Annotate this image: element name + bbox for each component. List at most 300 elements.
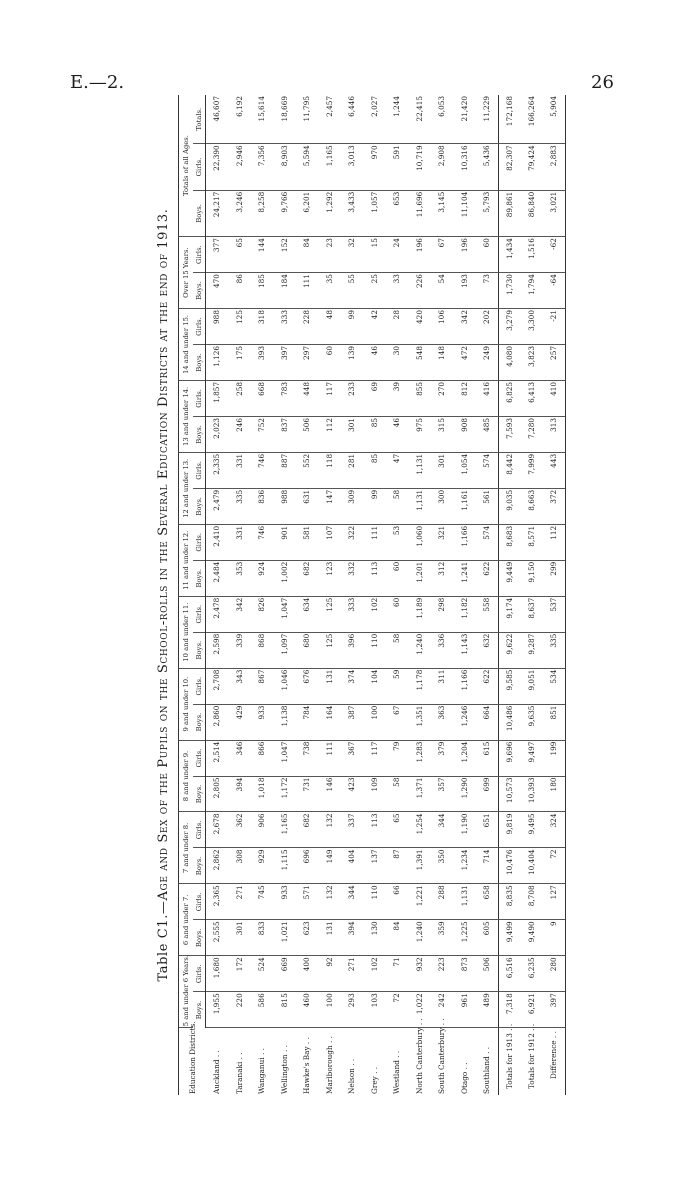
cell-value: 166,264 (521, 95, 544, 144)
district-label: Westland (392, 1060, 402, 1094)
cell-value: 815 (273, 992, 296, 1028)
header-education-districts: Education Districts. (179, 1028, 206, 1095)
cell-value: 125 (228, 309, 251, 345)
district-name (341, 1028, 364, 1095)
header-boys: Boys. (193, 632, 206, 668)
cell-value: 9,819 (498, 812, 521, 848)
header-girls: Girls. (193, 452, 206, 488)
cell-value: 1,178 (408, 668, 431, 704)
cell-value: 506 (296, 416, 319, 452)
cell-value: 699 (476, 776, 499, 812)
cell-value: 109 (363, 776, 386, 812)
cell-value: 961 (453, 992, 476, 1028)
cell-value: 1,131 (453, 884, 476, 920)
row-southland (476, 95, 499, 1095)
district-name (318, 1028, 341, 1095)
header-girls: Girls. (193, 812, 206, 848)
cell-value: 653 (386, 190, 409, 236)
cell-value: 2,678 (206, 812, 229, 848)
cell-value: 9,622 (498, 632, 521, 668)
cell-value: 60 (476, 237, 499, 273)
district-name (296, 1028, 319, 1095)
cell-value: 396 (341, 632, 364, 668)
cell-value: 6,201 (296, 190, 319, 236)
cell-value: 1,240 (408, 632, 431, 668)
cell-value: 558 (476, 596, 499, 632)
cell-value: 71 (386, 956, 409, 992)
cell-value: 193 (453, 273, 476, 309)
cell-value: 362 (228, 812, 251, 848)
cell-value: 92 (318, 956, 341, 992)
cell-value: 8,683 (498, 524, 521, 560)
cell-value: 332 (341, 560, 364, 596)
cell-value: 387 (341, 704, 364, 740)
district-label: Nelson (347, 1068, 357, 1094)
district-label: South Canterbury (437, 1027, 447, 1094)
cell-value: 746 (251, 524, 274, 560)
cell-value: 21,420 (453, 95, 476, 144)
cell-value: 1,371 (408, 776, 431, 812)
cell-value: 1,143 (453, 632, 476, 668)
cell-value: 1,190 (453, 812, 476, 848)
cell-value: 331 (228, 524, 251, 560)
leader-dots: . . (347, 1058, 357, 1069)
cell-value: 6,413 (521, 380, 544, 416)
cell-value: 2,555 (206, 920, 229, 956)
cell-value: 67 (386, 704, 409, 740)
cell-value: 669 (273, 956, 296, 992)
cell-value: 8,571 (521, 524, 544, 560)
cell-value: 9,150 (521, 560, 544, 596)
leader-dots: . . (481, 1046, 491, 1057)
cell-value: 9,051 (521, 668, 544, 704)
cell-value: 664 (476, 704, 499, 740)
cell-value: 1,516 (521, 237, 544, 273)
cell-value: 196 (408, 237, 431, 273)
cell-value: 9,585 (498, 668, 521, 704)
cell-value: 246 (228, 416, 251, 452)
cell-value: 10,476 (498, 848, 521, 884)
cell-value: 223 (431, 956, 454, 992)
cell-value: 3,246 (228, 190, 251, 236)
district-label: Totals for 1913 (504, 1033, 514, 1089)
header-girls: Girls. (193, 740, 206, 776)
cell-value: 534 (543, 668, 566, 704)
header-girls: Girls. (193, 309, 206, 345)
cell-value: 288 (431, 884, 454, 920)
cell-value: 631 (296, 488, 319, 524)
cell-value: 932 (408, 956, 431, 992)
district-name (543, 1028, 566, 1095)
cell-value: 100 (318, 992, 341, 1028)
cell-value: 420 (408, 309, 431, 345)
district-label: Difference (549, 1040, 559, 1079)
cell-value: 32 (341, 237, 364, 273)
cell-value: 1,391 (408, 848, 431, 884)
cell-value: 335 (543, 632, 566, 668)
cell-value: 196 (453, 237, 476, 273)
cell-value: 7,318 (498, 992, 521, 1028)
district-name (251, 1028, 274, 1095)
cell-value: 23 (318, 237, 341, 273)
cell-value: 6,825 (498, 380, 521, 416)
cell-value: 22,390 (206, 144, 229, 190)
district-label: Southland (481, 1056, 491, 1094)
cell-value: 185 (251, 273, 274, 309)
cell-value: 336 (431, 632, 454, 668)
cell-value: 104 (363, 668, 386, 704)
district-label: Taranaki (234, 1061, 244, 1094)
cell-value: 111 (363, 524, 386, 560)
header-boys: Boys. (193, 560, 206, 596)
cell-value: 85 (363, 452, 386, 488)
cell-value: 113 (363, 560, 386, 596)
cell-value: 281 (341, 452, 364, 488)
cell-value: 9 (543, 920, 566, 956)
cell-value: 2,598 (206, 632, 229, 668)
cell-value: 404 (341, 848, 364, 884)
cell-value: 112 (543, 524, 566, 560)
leader-dots: . . (234, 1052, 244, 1062)
district-name (228, 1028, 251, 1095)
cell-value: 668 (251, 380, 274, 416)
cell-value: 180 (543, 776, 566, 812)
cell-value: 1,097 (273, 632, 296, 668)
cell-value: 1,161 (453, 488, 476, 524)
cell-value: 682 (296, 812, 319, 848)
cell-value: 1,794 (521, 273, 544, 309)
cell-value: 6,192 (228, 95, 251, 144)
cell-value: 337 (341, 812, 364, 848)
header-group-totals-of-all-ages: Totals of all Ages. (179, 95, 194, 237)
header-girls: Girls. (193, 144, 206, 190)
cell-value: 908 (453, 416, 476, 452)
cell-value: 537 (543, 596, 566, 632)
district-label: Hawke's Bay (302, 1046, 312, 1094)
cell-value: 33 (386, 273, 409, 309)
cell-value: 7,999 (521, 452, 544, 488)
cell-value: 344 (431, 812, 454, 848)
cell-value: 69 (363, 380, 386, 416)
cell-value: 60 (386, 596, 409, 632)
header-boys: Boys. (193, 488, 206, 524)
cell-value: 470 (206, 273, 229, 309)
cell-value: 746 (251, 452, 274, 488)
cell-value: 8,442 (498, 452, 521, 488)
cell-value: 867 (251, 668, 274, 704)
header-group-6-and-under-7: 6 and under 7. (179, 884, 194, 956)
cell-value: 887 (273, 452, 296, 488)
cell-value: 147 (318, 488, 341, 524)
cell-value: 833 (251, 920, 274, 956)
cell-value: 7,280 (521, 416, 544, 452)
cell-value: 10,573 (498, 776, 521, 812)
header-group-7-and-under-8: 7 and under 8. (179, 812, 194, 884)
cell-value: 1,021 (273, 920, 296, 956)
cell-value: 397 (273, 345, 296, 381)
cell-value: 112 (318, 416, 341, 452)
cell-value: 6,235 (521, 956, 544, 992)
header-group-8-and-under-9: 8 and under 9. (179, 740, 194, 812)
table-title-text: Age and Sex of the Pupils on the School-rolls in the Several Education Districts at the end of 1913. (156, 208, 171, 901)
leader-dots: . . (212, 1050, 222, 1060)
cell-value: 339 (228, 632, 251, 668)
cell-value: 72 (543, 848, 566, 884)
district-label: Auckland (212, 1059, 222, 1094)
cell-value: 696 (296, 848, 319, 884)
row-wellington (273, 95, 296, 1095)
cell-value: 35 (318, 273, 341, 309)
cell-value: 783 (273, 380, 296, 416)
header-boys: Boys. (193, 920, 206, 956)
district-name (431, 1018, 454, 1095)
cell-value: 1,054 (453, 452, 476, 488)
cell-value: 175 (228, 345, 251, 381)
cell-value: 10,316 (453, 144, 476, 190)
cell-value: 297 (296, 345, 319, 381)
cell-value: 1,254 (408, 812, 431, 848)
cell-value: 46,607 (206, 95, 229, 144)
cell-value: 318 (251, 309, 274, 345)
cell-value: 199 (543, 740, 566, 776)
leader-dots: . . (437, 1018, 447, 1028)
leader-dots: . . (257, 1048, 267, 1058)
cell-value: 4,080 (498, 345, 521, 381)
cell-value: 125 (318, 596, 341, 632)
cell-value: 377 (206, 237, 229, 273)
cell-value: 271 (228, 884, 251, 920)
cell-value: 1,201 (408, 560, 431, 596)
cell-value: 24,217 (206, 190, 229, 236)
cell-value: 812 (453, 380, 476, 416)
header-group-13-and-under-14: 13 and under 14. (179, 380, 194, 452)
cell-value: 298 (431, 596, 454, 632)
cell-value: 1,292 (318, 190, 341, 236)
cell-value: 10,486 (498, 704, 521, 740)
district-name (498, 1023, 521, 1095)
cell-value: 130 (363, 920, 386, 956)
row-westland (386, 95, 409, 1095)
cell-value: 731 (296, 776, 319, 812)
cell-value: 1,018 (251, 776, 274, 812)
cell-value: 148 (431, 345, 454, 381)
cell-value: 117 (318, 380, 341, 416)
cell-value: 615 (476, 740, 499, 776)
header-girls: Girls. (193, 237, 206, 273)
row-south-canterbury (431, 95, 454, 1095)
cell-value: 24 (386, 237, 409, 273)
cell-value: 9,287 (521, 632, 544, 668)
cell-value: -21 (543, 309, 566, 345)
row-wanganui (251, 95, 274, 1095)
cell-value: 301 (431, 452, 454, 488)
cell-value: 6,516 (498, 956, 521, 992)
cell-value: 6,446 (341, 95, 364, 144)
cell-value: 342 (453, 309, 476, 345)
cell-value: 933 (273, 884, 296, 920)
cell-value: 335 (228, 488, 251, 524)
cell-value: 1,730 (498, 273, 521, 309)
cell-value: 2,484 (206, 560, 229, 596)
leader-dots: . . (414, 1018, 424, 1028)
cell-value: 3,433 (341, 190, 364, 236)
cell-value: 99 (341, 309, 364, 345)
cell-value: 9,035 (498, 488, 521, 524)
cell-value: 118 (318, 452, 341, 488)
cell-value: 472 (453, 345, 476, 381)
header-girls: Girls. (193, 596, 206, 632)
cell-value: -64 (543, 273, 566, 309)
cell-value: 331 (228, 452, 251, 488)
rotated-table-block (150, 95, 610, 1095)
cell-value: 59 (386, 668, 409, 704)
cell-value: 2,365 (206, 884, 229, 920)
cell-value: 1,241 (453, 560, 476, 596)
cell-value: 311 (431, 668, 454, 704)
cell-value: 873 (453, 956, 476, 992)
cell-value: 1,221 (408, 884, 431, 920)
cell-value: 1,234 (453, 848, 476, 884)
header-group-11-and-under-12: 11 and under 12. (179, 524, 194, 596)
cell-value: 1,290 (453, 776, 476, 812)
cell-value: 901 (273, 524, 296, 560)
cell-value: 72 (386, 992, 409, 1028)
cell-value: 524 (251, 956, 274, 992)
header-group-over-15-years: Over 15 Years. (179, 237, 194, 309)
cell-value: 3,823 (521, 345, 544, 381)
cell-value: 1,244 (386, 95, 409, 144)
header-girls: Girls. (193, 668, 206, 704)
cell-value: 1,046 (273, 668, 296, 704)
district-label: Otago (459, 1071, 469, 1094)
cell-value: 574 (476, 452, 499, 488)
header-boys: Boys. (193, 345, 206, 381)
cell-value: 67 (431, 237, 454, 273)
row-marlborough (318, 95, 341, 1095)
cell-value: 682 (296, 560, 319, 596)
district-label: Totals for 1912 (527, 1033, 537, 1089)
cell-value: 308 (228, 848, 251, 884)
district-name (273, 1028, 296, 1095)
cell-value: 202 (476, 309, 499, 345)
cell-value: 6,053 (431, 95, 454, 144)
cell-value: 342 (228, 596, 251, 632)
cell-value: 1,047 (273, 740, 296, 776)
row-grey (363, 95, 386, 1095)
cell-value: 2,027 (363, 95, 386, 144)
cell-value: 60 (386, 560, 409, 596)
cell-value: 634 (296, 596, 319, 632)
cell-value: 1,189 (408, 596, 431, 632)
cell-value: 866 (251, 740, 274, 776)
cell-value: 10,404 (521, 848, 544, 884)
cell-value: 489 (476, 992, 499, 1028)
cell-value: 2,478 (206, 596, 229, 632)
district-name (363, 1028, 386, 1095)
cell-value: 42 (363, 309, 386, 345)
cell-value: 79,424 (521, 144, 544, 190)
cell-value: 242 (431, 992, 454, 1028)
cell-value: 125 (318, 632, 341, 668)
cell-value: 106 (431, 309, 454, 345)
cell-value: 397 (543, 992, 566, 1028)
cell-value: 350 (431, 848, 454, 884)
cell-value: 9,499 (498, 920, 521, 956)
district-name (476, 1028, 499, 1095)
cell-value: 5,594 (296, 144, 319, 190)
age-sex-table (178, 95, 566, 1095)
cell-value: 226 (408, 273, 431, 309)
cell-value: 300 (431, 488, 454, 524)
cell-value: 1,172 (273, 776, 296, 812)
cell-value: 8,708 (521, 884, 544, 920)
cell-value: 58 (386, 632, 409, 668)
cell-value: 15 (363, 237, 386, 273)
cell-value: 9,696 (498, 740, 521, 776)
cell-value: 11,795 (296, 95, 319, 144)
cell-value: 2,860 (206, 704, 229, 740)
cell-value: 552 (296, 452, 319, 488)
cell-value: 651 (476, 812, 499, 848)
cell-value: 1,240 (408, 920, 431, 956)
cell-value: 5,436 (476, 144, 499, 190)
cell-value: 9,449 (498, 560, 521, 596)
cell-value: 65 (228, 237, 251, 273)
cell-value: 5,904 (543, 95, 566, 144)
cell-value: 1,955 (206, 992, 229, 1028)
cell-value: 2,805 (206, 776, 229, 812)
cell-value: 367 (341, 740, 364, 776)
cell-value: 1,060 (408, 524, 431, 560)
cell-value: 258 (228, 380, 251, 416)
cell-value: 60 (318, 345, 341, 381)
cell-value: 117 (363, 740, 386, 776)
cell-value: 836 (251, 488, 274, 524)
cell-value: 359 (431, 920, 454, 956)
cell-value: 7,356 (251, 144, 274, 190)
cell-value: 127 (543, 884, 566, 920)
cell-value: 1,138 (273, 704, 296, 740)
header-group-10-and-under-11: 10 and under 11. (179, 596, 194, 668)
cell-value: 132 (318, 812, 341, 848)
cell-value: 2,479 (206, 488, 229, 524)
cell-value: 82,307 (498, 144, 521, 190)
cell-value: 299 (543, 560, 566, 596)
cell-value: 2,883 (543, 144, 566, 190)
cell-value: 548 (408, 345, 431, 381)
cell-value: 66 (386, 884, 409, 920)
cell-value: 8,258 (251, 190, 274, 236)
cell-value: 2,457 (318, 95, 341, 144)
leader-dots: . . (369, 1066, 379, 1077)
row-otago (453, 95, 476, 1095)
page-header-code: E.—2. (70, 72, 125, 93)
cell-value: 11,696 (408, 190, 431, 236)
cell-value: 1,680 (206, 956, 229, 992)
row-nelson (341, 95, 364, 1095)
row-totals-for-1913 (498, 95, 521, 1095)
cell-value: 1,126 (206, 345, 229, 381)
cell-value: 5,793 (476, 190, 499, 236)
cell-value: 144 (251, 237, 274, 273)
cell-value: 321 (431, 524, 454, 560)
cell-value: 309 (341, 488, 364, 524)
cell-value: 851 (543, 704, 566, 740)
cell-value: 54 (431, 273, 454, 309)
cell-value: 363 (431, 704, 454, 740)
cell-value: 3,300 (521, 309, 544, 345)
row-taranaki (228, 95, 251, 1095)
